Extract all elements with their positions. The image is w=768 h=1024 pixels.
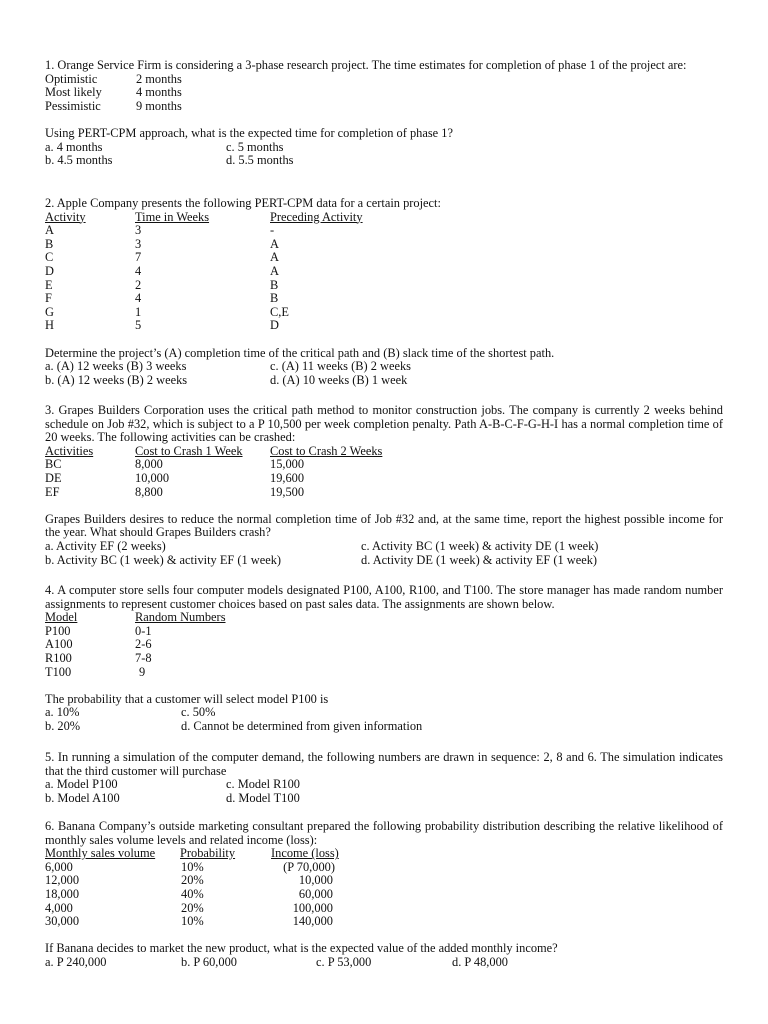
table-row [45,652,723,666]
choice-a: a. Activity EF (2 weeks) [45,538,166,553]
table-cell: 2 [135,277,142,292]
estimate-row [45,73,723,87]
choice-b: b. Model A100 [45,790,120,805]
table-cell: 5 [135,318,142,333]
table-cell: A [270,250,279,265]
table-cell: - [270,223,275,238]
table-cell: 9 [139,664,146,679]
table-cell: 20% [181,873,204,888]
table-cell: Most likely [45,85,102,100]
choice-b: b. 4.5 months [45,153,113,168]
table-cell: Monthly sales volume [45,846,156,861]
choice-row [45,141,723,155]
table-cell: Activity [45,209,86,224]
choice-b: b. Activity BC (1 week) & activity EF (1 week) [45,552,282,567]
choice-c: c. 5 months [226,139,284,154]
table-cell: 3 [135,223,142,238]
table-cell: DE [45,470,62,485]
table-cell: Cost to Crash 1 Week [135,443,243,458]
question-6 [45,820,723,970]
table-cell: P100 [45,623,71,638]
table-cell: C,E [270,304,289,319]
table-cell: Random Numbers [135,610,226,625]
table-cell: 18,000 [45,886,80,901]
question-6-prompt: If Banana decides to market the new product, what is the expected value of the added monthly income? [45,941,558,956]
choice-a: a. (A) 12 weeks (B) 3 weeks [45,359,187,374]
table-cell: 3 [135,236,142,251]
question-1-prompt: Using PERT-CPM approach, what is the expected time for completion of phase 1? [45,125,453,140]
table-cell: 15,000 [270,457,305,472]
question-2-stem: 2. Apple Company presents the following PERT-CPM data for a certain project: [45,196,441,210]
choice-d: d. P 48,000 [452,954,508,969]
table-cell: C [45,250,54,265]
choice-c: c. Activity BC (1 week) & activity DE (1 week) [361,538,599,553]
table-cell: 8,800 [135,484,163,499]
table-cell: F [45,291,52,306]
estimate-row [45,100,723,114]
table-row [45,666,723,680]
table-cell: R100 [45,650,72,665]
table-cell: H [45,318,54,333]
table-row [45,238,723,252]
question-1-stem: 1. Orange Service Firm is considering a 3-phase research project. The time estimates for completion of phase 1 of the project are: [45,58,687,72]
table-row [45,279,723,293]
table-cell: A [270,236,279,251]
table-header [45,847,723,861]
table-cell: A100 [45,637,73,652]
table-cell: 60,000 [298,886,333,901]
table-cell: 19,500 [270,484,305,499]
choice-row [45,360,723,374]
table-row [45,915,723,929]
table-row [45,874,723,888]
table-cell: 4 [135,291,142,306]
choice-b: b. (A) 12 weeks (B) 2 weeks [45,372,188,387]
choice-a: a. 10% [45,705,80,720]
table-cell: 30,000 [45,914,80,929]
table-row [45,224,723,238]
table-cell: 2-6 [135,637,152,652]
choice-b: b. P 60,000 [181,954,237,969]
choice-a: a. P 240,000 [45,954,107,969]
choice-a: a. 4 months [45,139,103,154]
table-cell: Preceding Activity [270,209,363,224]
choice-row [45,154,723,168]
question-3 [45,404,723,567]
choice-row [45,540,723,554]
question-5-stem: 5. In running a simulation of the computer demand, the following numbers are drawn in sequence: 2, 8 and 6. The simulation indicates that the third customer will purchase [45,750,723,778]
choice-row [45,554,723,568]
table-cell: E [45,277,53,292]
table-cell: B [45,236,54,251]
choice-c: c. (A) 11 weeks (B) 2 weeks [270,359,411,374]
choice-row [45,374,723,388]
table-cell: A [45,223,54,238]
choice-d: d. Activity DE (1 week) & activity EF (1 week) [361,552,598,567]
choice-d: d. (A) 10 weeks (B) 1 week [270,372,408,387]
question-4 [45,584,723,734]
table-cell: 4 months [136,85,182,100]
estimate-row [45,86,723,100]
table-cell: Model [45,610,78,625]
table-cell: A [270,263,279,278]
table-row [45,625,723,639]
question-3-prompt: Grapes Builders desires to reduce the normal completion time of Job #32 and, at the same time, report the highest possible income for the year. What should Grapes Builders crash? [45,511,723,540]
choice-c: c. Model R100 [226,777,300,792]
choice-d: d. 5.5 months [226,153,294,168]
table-header [45,211,723,225]
table-row [45,306,723,320]
table-cell: EF [45,484,60,499]
question-1 [45,59,723,168]
choice-b: b. 20% [45,718,81,733]
choice-c: c. P 53,000 [316,954,372,969]
table-cell: 9 months [136,98,182,113]
table-cell: D [270,318,279,333]
choice-row [45,778,723,792]
table-cell: 40% [181,886,204,901]
question-2-prompt: Determine the project’s (A) completion time of the critical path and (B) slack time of the shortest path. [45,345,555,360]
table-cell: Pessimistic [45,98,101,113]
table-cell: 19,600 [270,470,305,485]
table-cell: D [45,263,54,278]
choice-row [45,706,723,720]
choice-a: a. Model P100 [45,777,118,792]
table-cell: 100,000 [292,900,333,915]
choice-row [45,956,723,970]
choice-d: d. Model T100 [226,790,300,805]
table-cell: 12,000 [45,873,80,888]
table-cell: 10,000 [135,470,170,485]
table-cell: B [270,277,279,292]
choice-row [45,792,723,806]
choice-d: d. Cannot be determined from given information [181,718,423,733]
question-3-stem: 3. Grapes Builders Corporation uses the critical path method to monitor construction jobs. The company is currently 2 weeks behind schedule on Job #32, which is subject to a P 10,500 per week completion penalty. Path A-B-C-F-G-H-I has a normal completion time of 20 weeks. The following activities can be crashed: [45,403,723,445]
table-row [45,638,723,652]
table-cell: 6,000 [45,859,73,874]
table-cell: Cost to Crash 2 Weeks [270,443,383,458]
table-header [45,445,723,459]
table-row [45,486,723,500]
table-row [45,265,723,279]
question-4-prompt: The probability that a customer will select model P100 is [45,691,329,706]
table-cell: 10% [181,914,204,929]
table-cell: G [45,304,54,319]
table-row [45,861,723,875]
question-4-stem: 4. A computer store sells four computer models designated P100, A100, R100, and T100. The store manager has made random number assignments to represent customer choices based on past sales data. The assignments are shown below. [45,583,723,611]
table-row [45,458,723,472]
table-cell: 140,000 [292,914,333,929]
table-row [45,888,723,902]
question-2 [45,197,723,387]
table-header [45,611,723,625]
table-cell: 7-8 [135,650,152,665]
table-cell: Optimistic [45,71,98,86]
table-cell: 7 [135,250,142,265]
table-cell: 0-1 [135,623,152,638]
choice-c: c. 50% [181,705,216,720]
table-cell: B [270,291,279,306]
table-cell: 10% [181,859,204,874]
table-row [45,251,723,265]
table-cell: (P 70,000) [283,859,335,874]
table-cell: 4 [135,263,142,278]
table-cell: 10,000 [298,873,333,888]
question-5 [45,751,723,805]
table-cell: T100 [45,664,72,679]
table-cell: 20% [181,900,204,915]
question-6-stem: 6. Banana Company’s outside marketing consultant prepared the following probability distribution describing the relative likelihood of monthly sales volume levels and related income (loss): [45,819,723,847]
table-row [45,319,723,333]
table-cell: 2 months [136,71,182,86]
table-row [45,292,723,306]
table-cell: Probability [180,846,236,861]
table-cell: Time in Weeks [135,209,210,224]
table-cell: 8,000 [135,457,163,472]
table-cell: BC [45,457,62,472]
table-cell: 1 [135,304,142,319]
table-cell: 4,000 [45,900,73,915]
table-row [45,902,723,916]
choice-row [45,720,723,734]
table-cell: Income (loss) [271,846,339,861]
table-cell: Activities [45,443,94,458]
table-row [45,472,723,486]
